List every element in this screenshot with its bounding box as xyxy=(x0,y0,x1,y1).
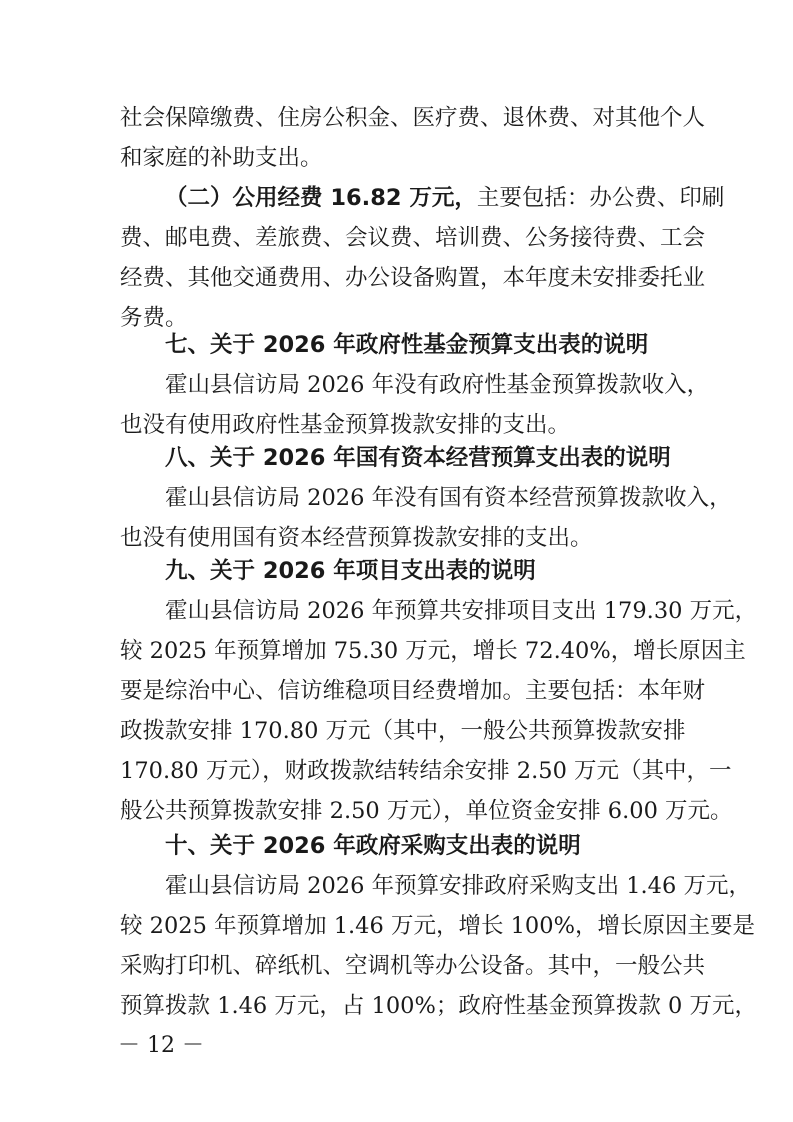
paragraph-line: 霍山县信访局 2026 年预算共安排项目支出 179.30 万元， xyxy=(165,598,758,624)
paragraph-line: 霍山县信访局 2026 年没有国有资本经营预算拨款收入， xyxy=(165,485,732,511)
paragraph-line: 预算拨款 1.46 万元，占 100%；政府性基金预算拨款 0 万元， xyxy=(120,993,757,1019)
paragraph-line: 也没有使用政府性基金预算拨款安排的支出。 xyxy=(120,412,571,438)
section-heading: 八、关于 2026 年国有资本经营预算支出表的说明 xyxy=(165,445,671,471)
paragraph-text: 主要包括：办公费、印刷 xyxy=(476,185,725,211)
paragraph-line: 霍山县信访局 2026 年没有政府性基金预算拨款收入， xyxy=(165,372,710,398)
paragraph-line xyxy=(165,178,725,218)
section-heading: 七、关于 2026 年政府性基金预算支出表的说明 xyxy=(165,332,649,358)
paragraph-line: 费、邮电费、差旅费、会议费、培训费、公务接待费、工会 xyxy=(120,225,706,251)
section-heading: 九、关于 2026 年项目支出表的说明 xyxy=(165,558,536,584)
paragraph-line: 170.80 万元），财政拨款结转结余安排 2.50 万元（其中，一 xyxy=(120,758,732,784)
page-number: － 12 － xyxy=(118,1033,204,1058)
paragraph-line: 霍山县信访局 2026 年预算安排政府采购支出 1.46 万元， xyxy=(165,873,751,899)
paragraph-line: 要是综治中心、信访维稳项目经费增加。主要包括：本年财 xyxy=(120,678,706,704)
paragraph-line: 和家庭的补助支出。 xyxy=(120,145,323,171)
paragraph-line: 般公共预算拨款安排 2.50 万元），单位资金安排 6.00 万元。 xyxy=(120,798,733,824)
section-heading: 十、关于 2026 年政府采购支出表的说明 xyxy=(165,833,581,859)
paragraph-line: 社会保障缴费、住房公积金、医疗费、退休费、对其他个人 xyxy=(120,105,706,131)
paragraph-line: 务费。 xyxy=(120,305,188,331)
paragraph-line: 也没有使用国有资本经营预算拨款安排的支出。 xyxy=(120,525,593,551)
paragraph-line: 采购打印机、碎纸机、空调机等办公设备。其中，一般公共 xyxy=(120,953,706,979)
paragraph-line: 经费、其他交通费用、办公设备购置，本年度未安排委托业 xyxy=(120,265,706,291)
paragraph-line: 政拨款安排 170.80 万元（其中，一般公共预算拨款安排 xyxy=(120,718,686,744)
paragraph-line: 较 2025 年预算增加 1.46 万元，增长 100%，增长原因主要是 xyxy=(120,913,755,939)
bold-lead-text: （二）公用经费 16.82 万元， xyxy=(165,185,477,211)
paragraph-line: 较 2025 年预算增加 75.30 万元，增长 72.40%，增长原因主 xyxy=(120,638,746,664)
